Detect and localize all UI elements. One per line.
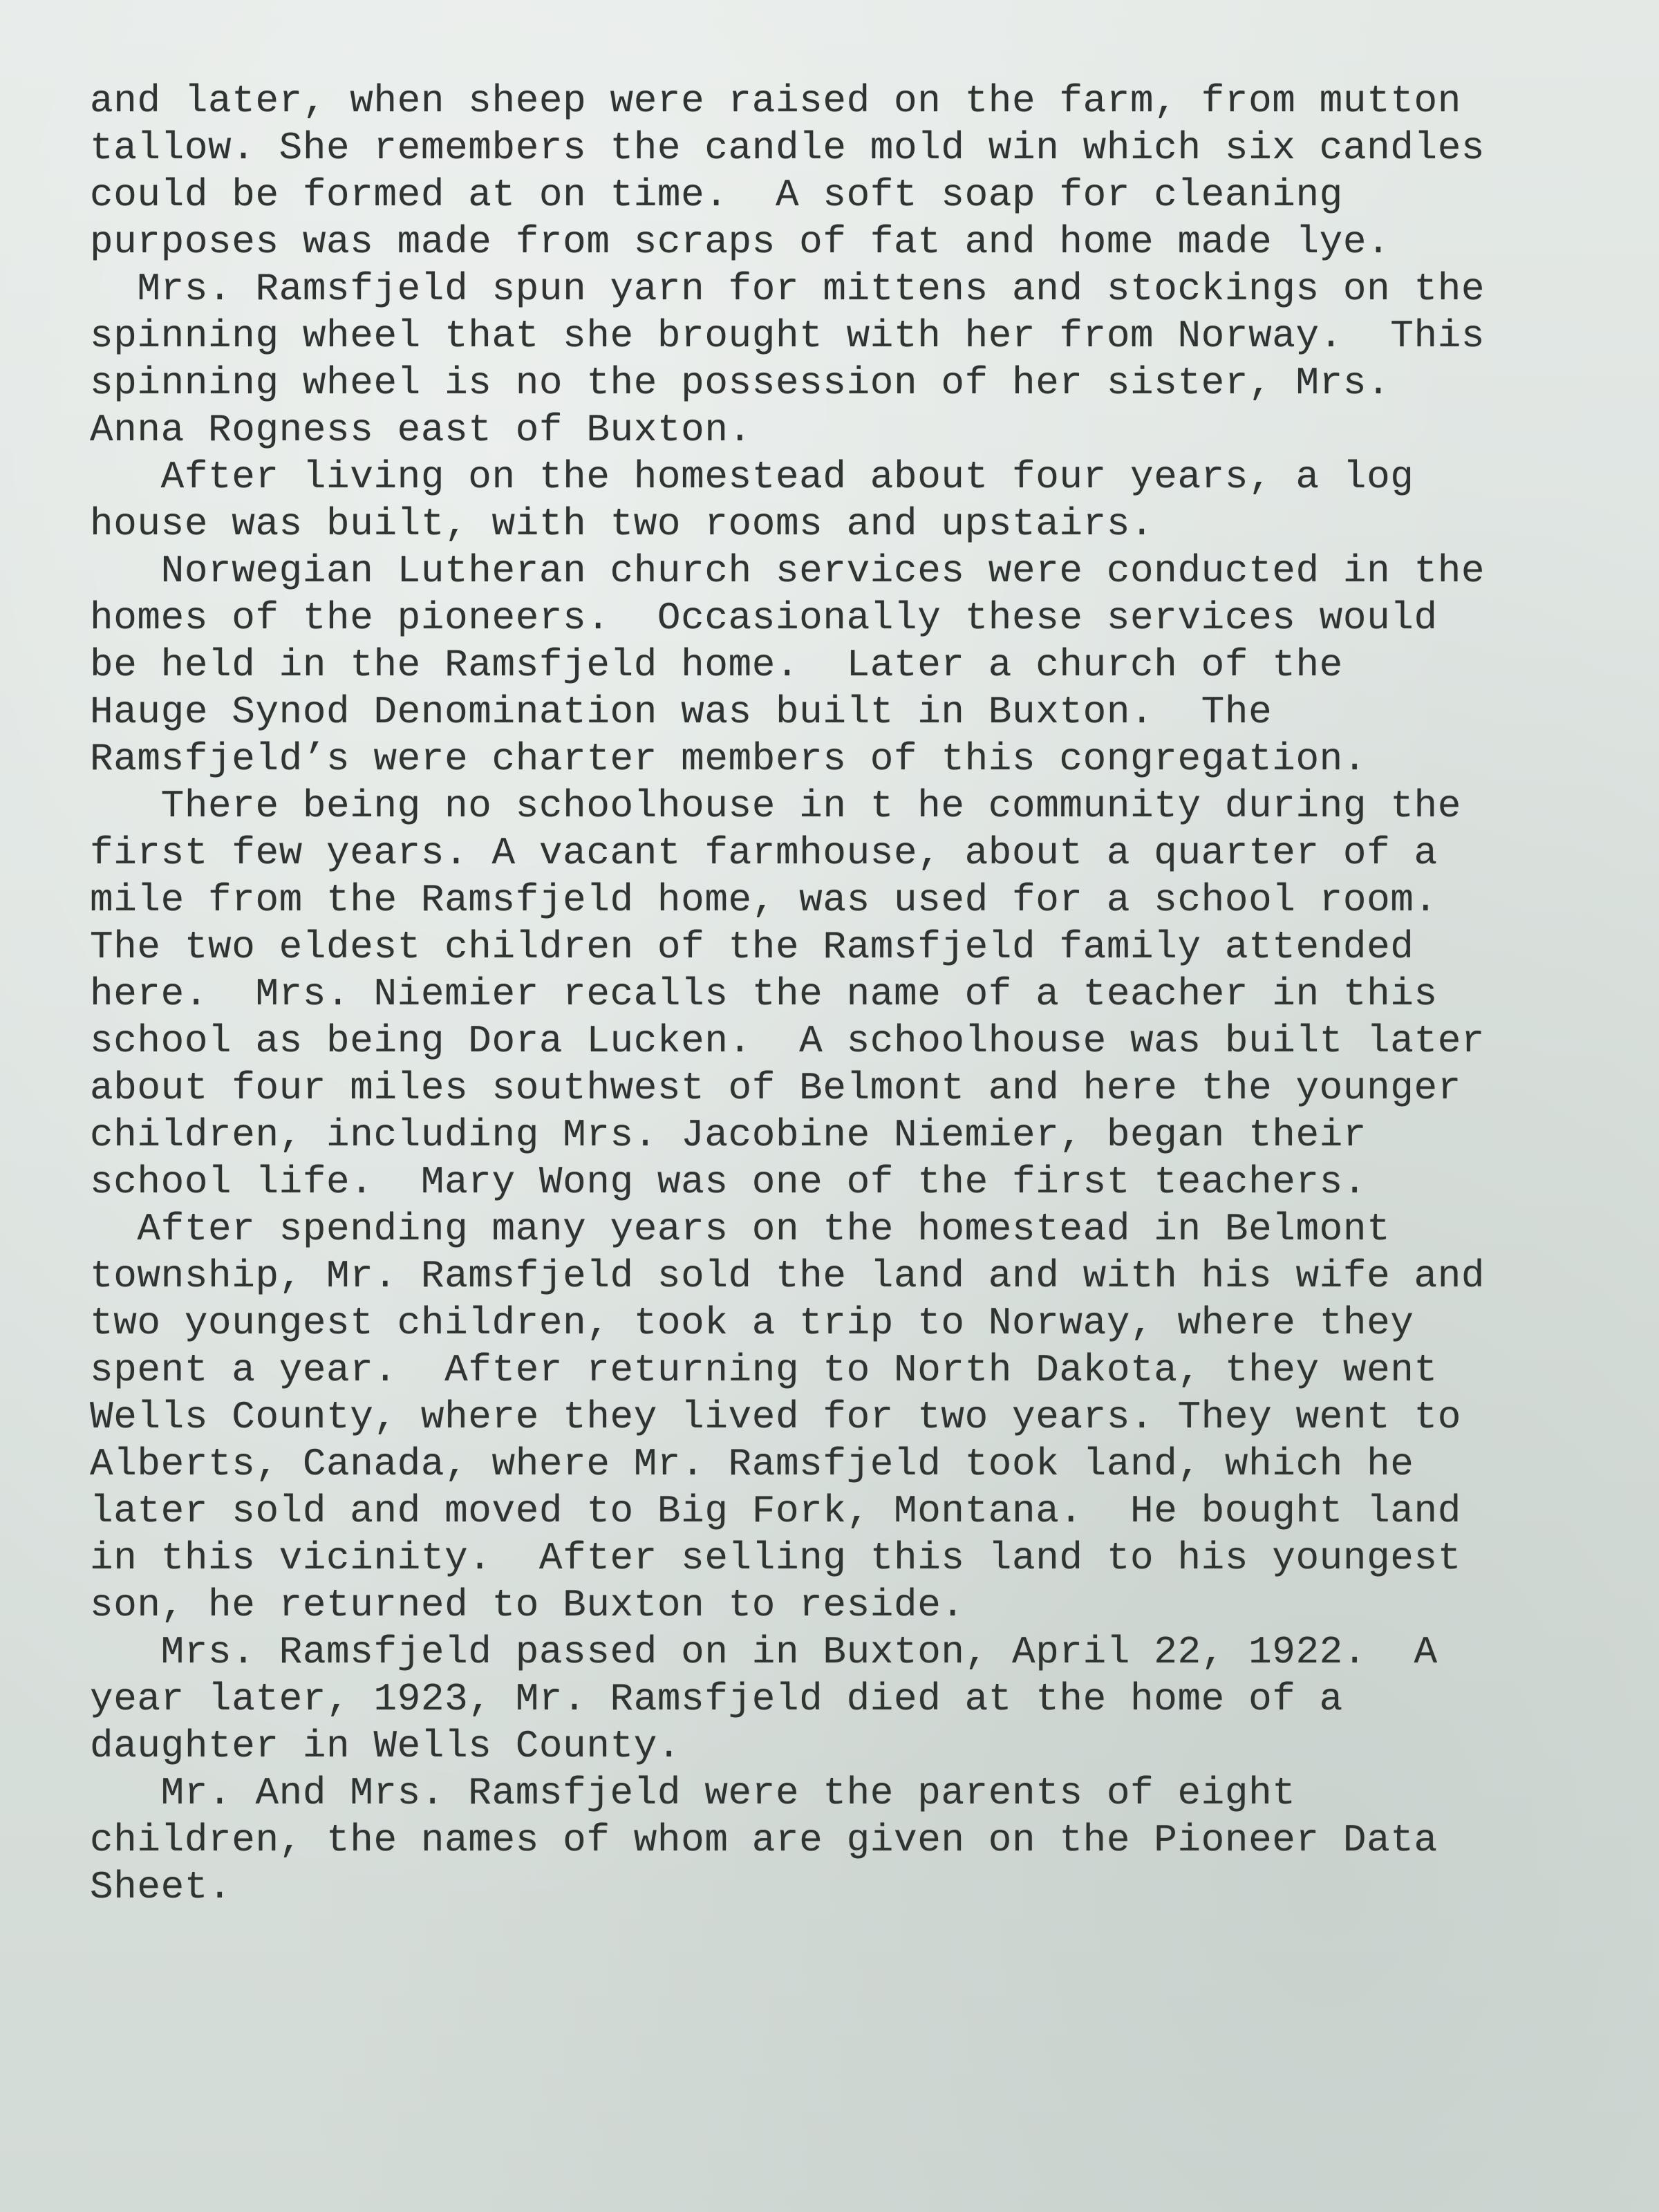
text-line: house was built, with two rooms and upstairs.	[90, 502, 1154, 546]
text-line: Sheet.	[90, 1865, 232, 1909]
text-line: spinning wheel is no the possession of her sister, Mrs.	[90, 361, 1391, 405]
text-line: two youngest children, took a trip to Norway, where they	[90, 1301, 1414, 1345]
text-line: purposes was made from scraps of fat and home made lye.	[90, 220, 1391, 264]
text-line: school life. Mary Wong was one of the first teachers.	[90, 1160, 1367, 1204]
text-line: daughter in Wells County.	[90, 1724, 682, 1768]
text-line: school as being Dora Lucken. A schoolhouse was built later	[90, 1019, 1485, 1063]
text-line: There being no schoolhouse in t he community during the	[90, 784, 1461, 828]
text-line: here. Mrs. Niemier recalls the name of a teacher in this	[90, 972, 1438, 1016]
text-line: Mr. And Mrs. Ramsfjeld were the parents of eight	[90, 1771, 1296, 1815]
text-line: homes of the pioneers. Occasionally these services would	[90, 596, 1438, 640]
text-line: later sold and moved to Big Fork, Montana. He bought land	[90, 1489, 1461, 1533]
text-line: about four miles southwest of Belmont and here the younger	[90, 1066, 1461, 1110]
text-line: children, the names of whom are given on the Pioneer Data	[90, 1818, 1438, 1862]
text-line: Mrs. Ramsfjeld spun yarn for mittens and stockings on the	[90, 267, 1485, 311]
text-line: After spending many years on the homestead in Belmont	[90, 1207, 1391, 1251]
text-line: mile from the Ramsfjeld home, was used for a school room.	[90, 878, 1438, 922]
text-line: be held in the Ramsfjeld home. Later a church of the	[90, 643, 1343, 687]
text-line: The two eldest children of the Ramsfjeld family attended	[90, 925, 1414, 969]
text-line: tallow. She remembers the candle mold win which six candles	[90, 126, 1485, 170]
text-line: could be formed at on time. A soft soap for cleaning	[90, 173, 1343, 217]
text-line: Mrs. Ramsfjeld passed on in Buxton, April 22, 1922. A	[90, 1630, 1438, 1674]
text-line: Alberts, Canada, where Mr. Ramsfjeld took land, which he	[90, 1442, 1414, 1486]
text-line: first few years. A vacant farmhouse, about a quarter of a	[90, 831, 1438, 875]
text-line: spent a year. After returning to North Dakota, they went	[90, 1348, 1438, 1392]
text-line: township, Mr. Ramsfjeld sold the land and with his wife and	[90, 1254, 1485, 1298]
text-line: Anna Rogness east of Buxton.	[90, 408, 752, 452]
text-line: After living on the homestead about four years, a log	[90, 455, 1414, 499]
text-line: spinning wheel that she brought with her from Norway. This	[90, 314, 1485, 358]
text-line: Norwegian Lutheran church services were conducted in the	[90, 549, 1485, 593]
text-line: in this vicinity. After selling this land to his youngest	[90, 1536, 1461, 1580]
text-line: year later, 1923, Mr. Ramsfjeld died at the home of a	[90, 1677, 1343, 1721]
typed-text-body	[90, 77, 1583, 1911]
text-line: children, including Mrs. Jacobine Niemier, began their	[90, 1113, 1367, 1157]
text-line: Ramsfjeld’s were charter members of this congregation.	[90, 737, 1367, 781]
text-line: son, he returned to Buxton to reside.	[90, 1583, 965, 1627]
text-line: Hauge Synod Denomination was built in Buxton. The	[90, 690, 1273, 734]
text-line: and later, when sheep were raised on the farm, from mutton	[90, 79, 1461, 123]
text-line: Wells County, where they lived for two years. They went to	[90, 1395, 1461, 1439]
